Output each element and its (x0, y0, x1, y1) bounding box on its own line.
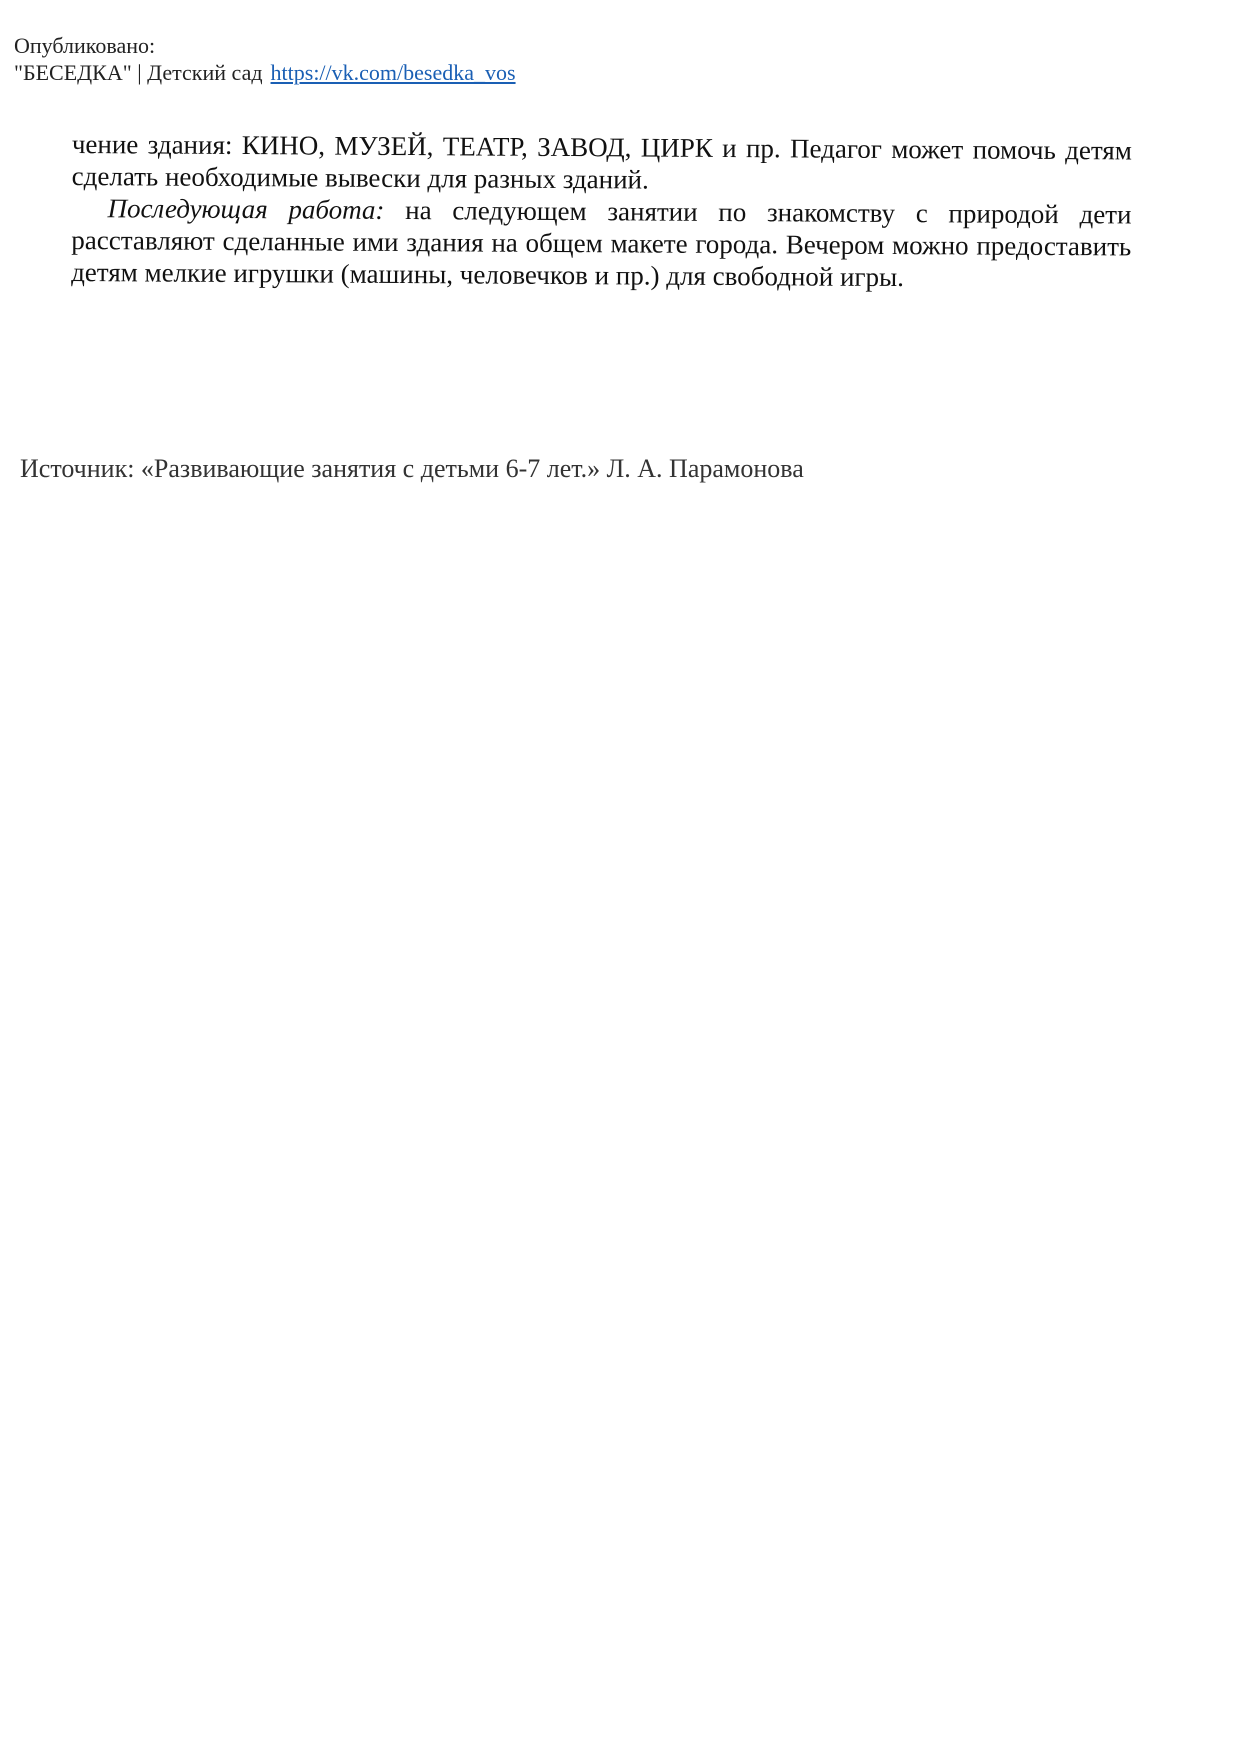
publisher-name: "БЕСЕДКА" | Детский сад (14, 60, 263, 85)
vk-link[interactable]: https://vk.com/besedka_vos (270, 60, 516, 85)
scanned-text-block (71, 128, 1132, 294)
publication-header (14, 32, 516, 86)
published-label: Опубликовано: (14, 33, 156, 58)
paragraph-2 (71, 192, 1132, 294)
follow-up-work-label: Последующая работа: (107, 193, 385, 225)
paragraph-1: чение здания: КИНО, МУЗЕЙ, ТЕАТР, ЗАВОД, ЦИРК и пр. Педагог может помочь детям сделать необходимые вывески для разных зданий. (71, 128, 1132, 195)
publisher-line (14, 59, 516, 86)
follow-up-work-text: на следующем занятии по знакомству с природой дети расставляют сделанные ими здания на общем макете города. Вечером можно предоставить детям мелкие игрушки (машины, человечков и пр.) для свободной игры. (71, 195, 1132, 293)
source-citation: Источник: «Развивающие занятия с детьми 6-7 лет.» Л. А. Парамонова (20, 454, 804, 483)
